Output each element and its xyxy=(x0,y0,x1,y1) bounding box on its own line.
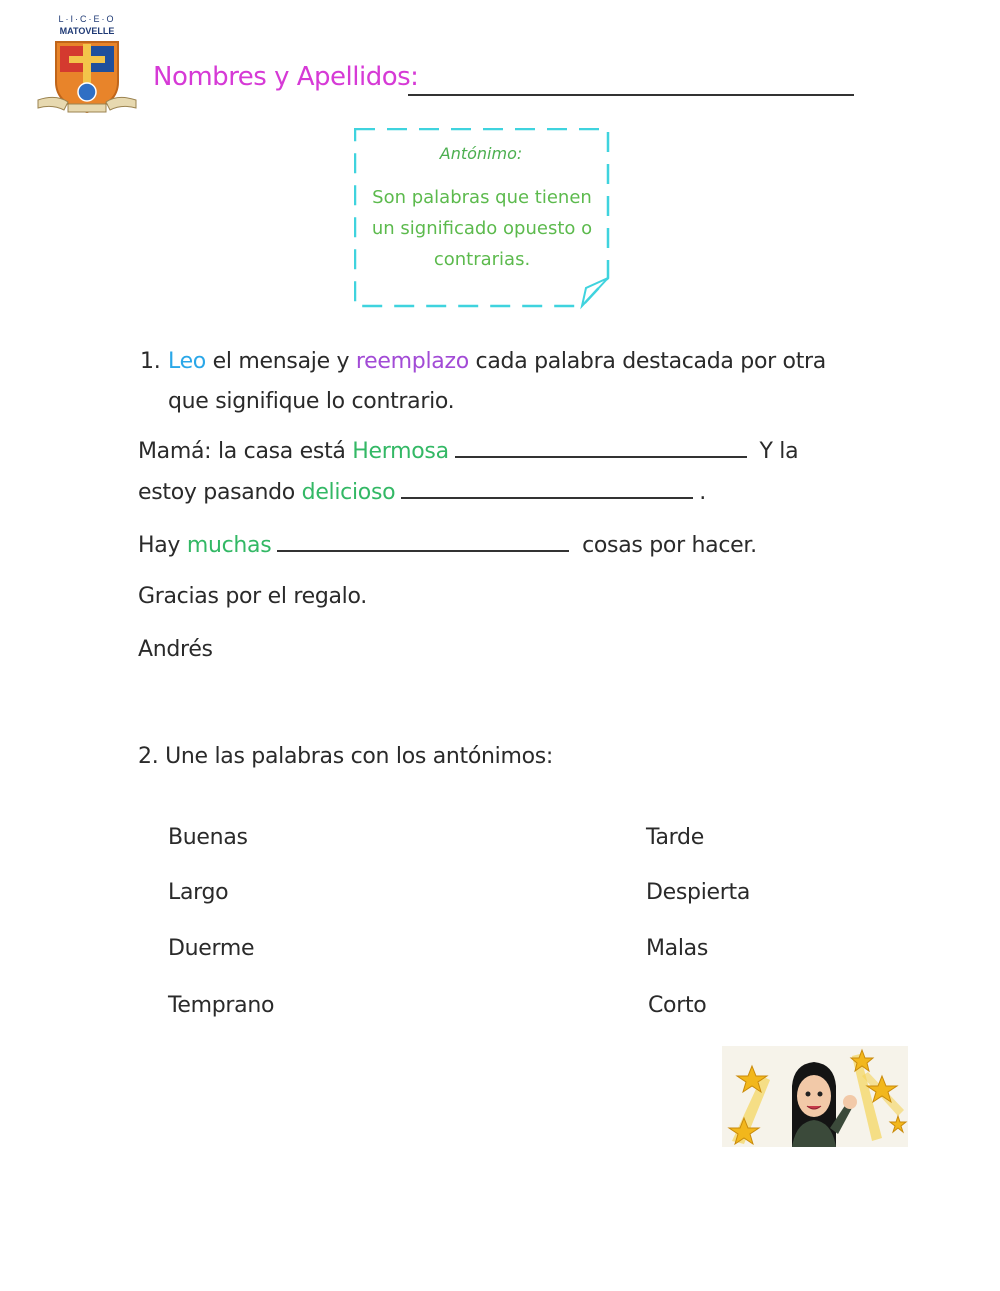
letter-line-3 xyxy=(138,530,757,558)
instruction-text-2: cada palabra destacada por otra xyxy=(468,349,826,374)
highlight-word-muchas: muchas xyxy=(186,533,272,558)
highlight-word-delicioso: delicioso xyxy=(301,480,396,505)
name-label: Nombres y Apellidos: xyxy=(153,62,419,92)
right-word-1[interactable]: Tarde xyxy=(646,825,704,850)
letter-line-4: Gracias por el regalo. xyxy=(138,584,367,609)
avatar-sticker xyxy=(722,1046,908,1147)
letter-text: Mamá: la casa está xyxy=(138,439,353,464)
logo-top-text: L·I·C·E·O xyxy=(58,14,116,24)
letter-line-2 xyxy=(138,477,706,505)
answer-blank-1[interactable] xyxy=(455,436,747,458)
letter-text: . xyxy=(699,480,706,505)
definition-title: Antónimo: xyxy=(439,144,523,163)
definition-box xyxy=(354,128,608,306)
left-word-3[interactable]: Duerme xyxy=(168,936,255,961)
school-crest-icon xyxy=(36,38,138,114)
letter-text: Hay xyxy=(138,533,187,558)
highlight-word-hermosa: Hermosa xyxy=(352,439,449,464)
letter-text: cosas por hacer. xyxy=(575,533,757,558)
name-answer-line[interactable] xyxy=(408,94,854,96)
right-word-2[interactable]: Despierta xyxy=(646,880,751,905)
letter-text: Y la xyxy=(752,439,799,464)
exercise-2-instruction: 2. Une las palabras con los antónimos: xyxy=(138,744,554,769)
answer-blank-2[interactable] xyxy=(401,477,693,499)
letter-line-1 xyxy=(138,436,798,464)
celebration-avatar-icon xyxy=(722,1046,908,1147)
right-word-4[interactable]: Corto xyxy=(648,993,707,1018)
school-logo xyxy=(36,14,138,114)
left-word-4[interactable]: Temprano xyxy=(168,993,275,1018)
exercise-1-number: 1. xyxy=(140,349,161,374)
word-leo: Leo xyxy=(168,349,206,374)
logo-school-name: MATOVELLE xyxy=(59,26,115,36)
right-word-3[interactable]: Malas xyxy=(646,936,709,961)
letter-signature: Andrés xyxy=(138,637,213,662)
left-word-2[interactable]: Largo xyxy=(168,880,229,905)
answer-blank-3[interactable] xyxy=(277,530,569,552)
instruction-text-1: el mensaje y xyxy=(205,349,356,374)
instruction-text-3: que signifique lo contrario. xyxy=(168,389,455,414)
word-reemplazo: reemplazo xyxy=(355,349,469,374)
exercise-1-instruction xyxy=(140,342,840,422)
letter-text: estoy pasando xyxy=(138,480,302,505)
left-word-1[interactable]: Buenas xyxy=(168,825,248,850)
definition-text: Son palabras que tienen un significado opuesto o contrarias. xyxy=(371,187,593,270)
